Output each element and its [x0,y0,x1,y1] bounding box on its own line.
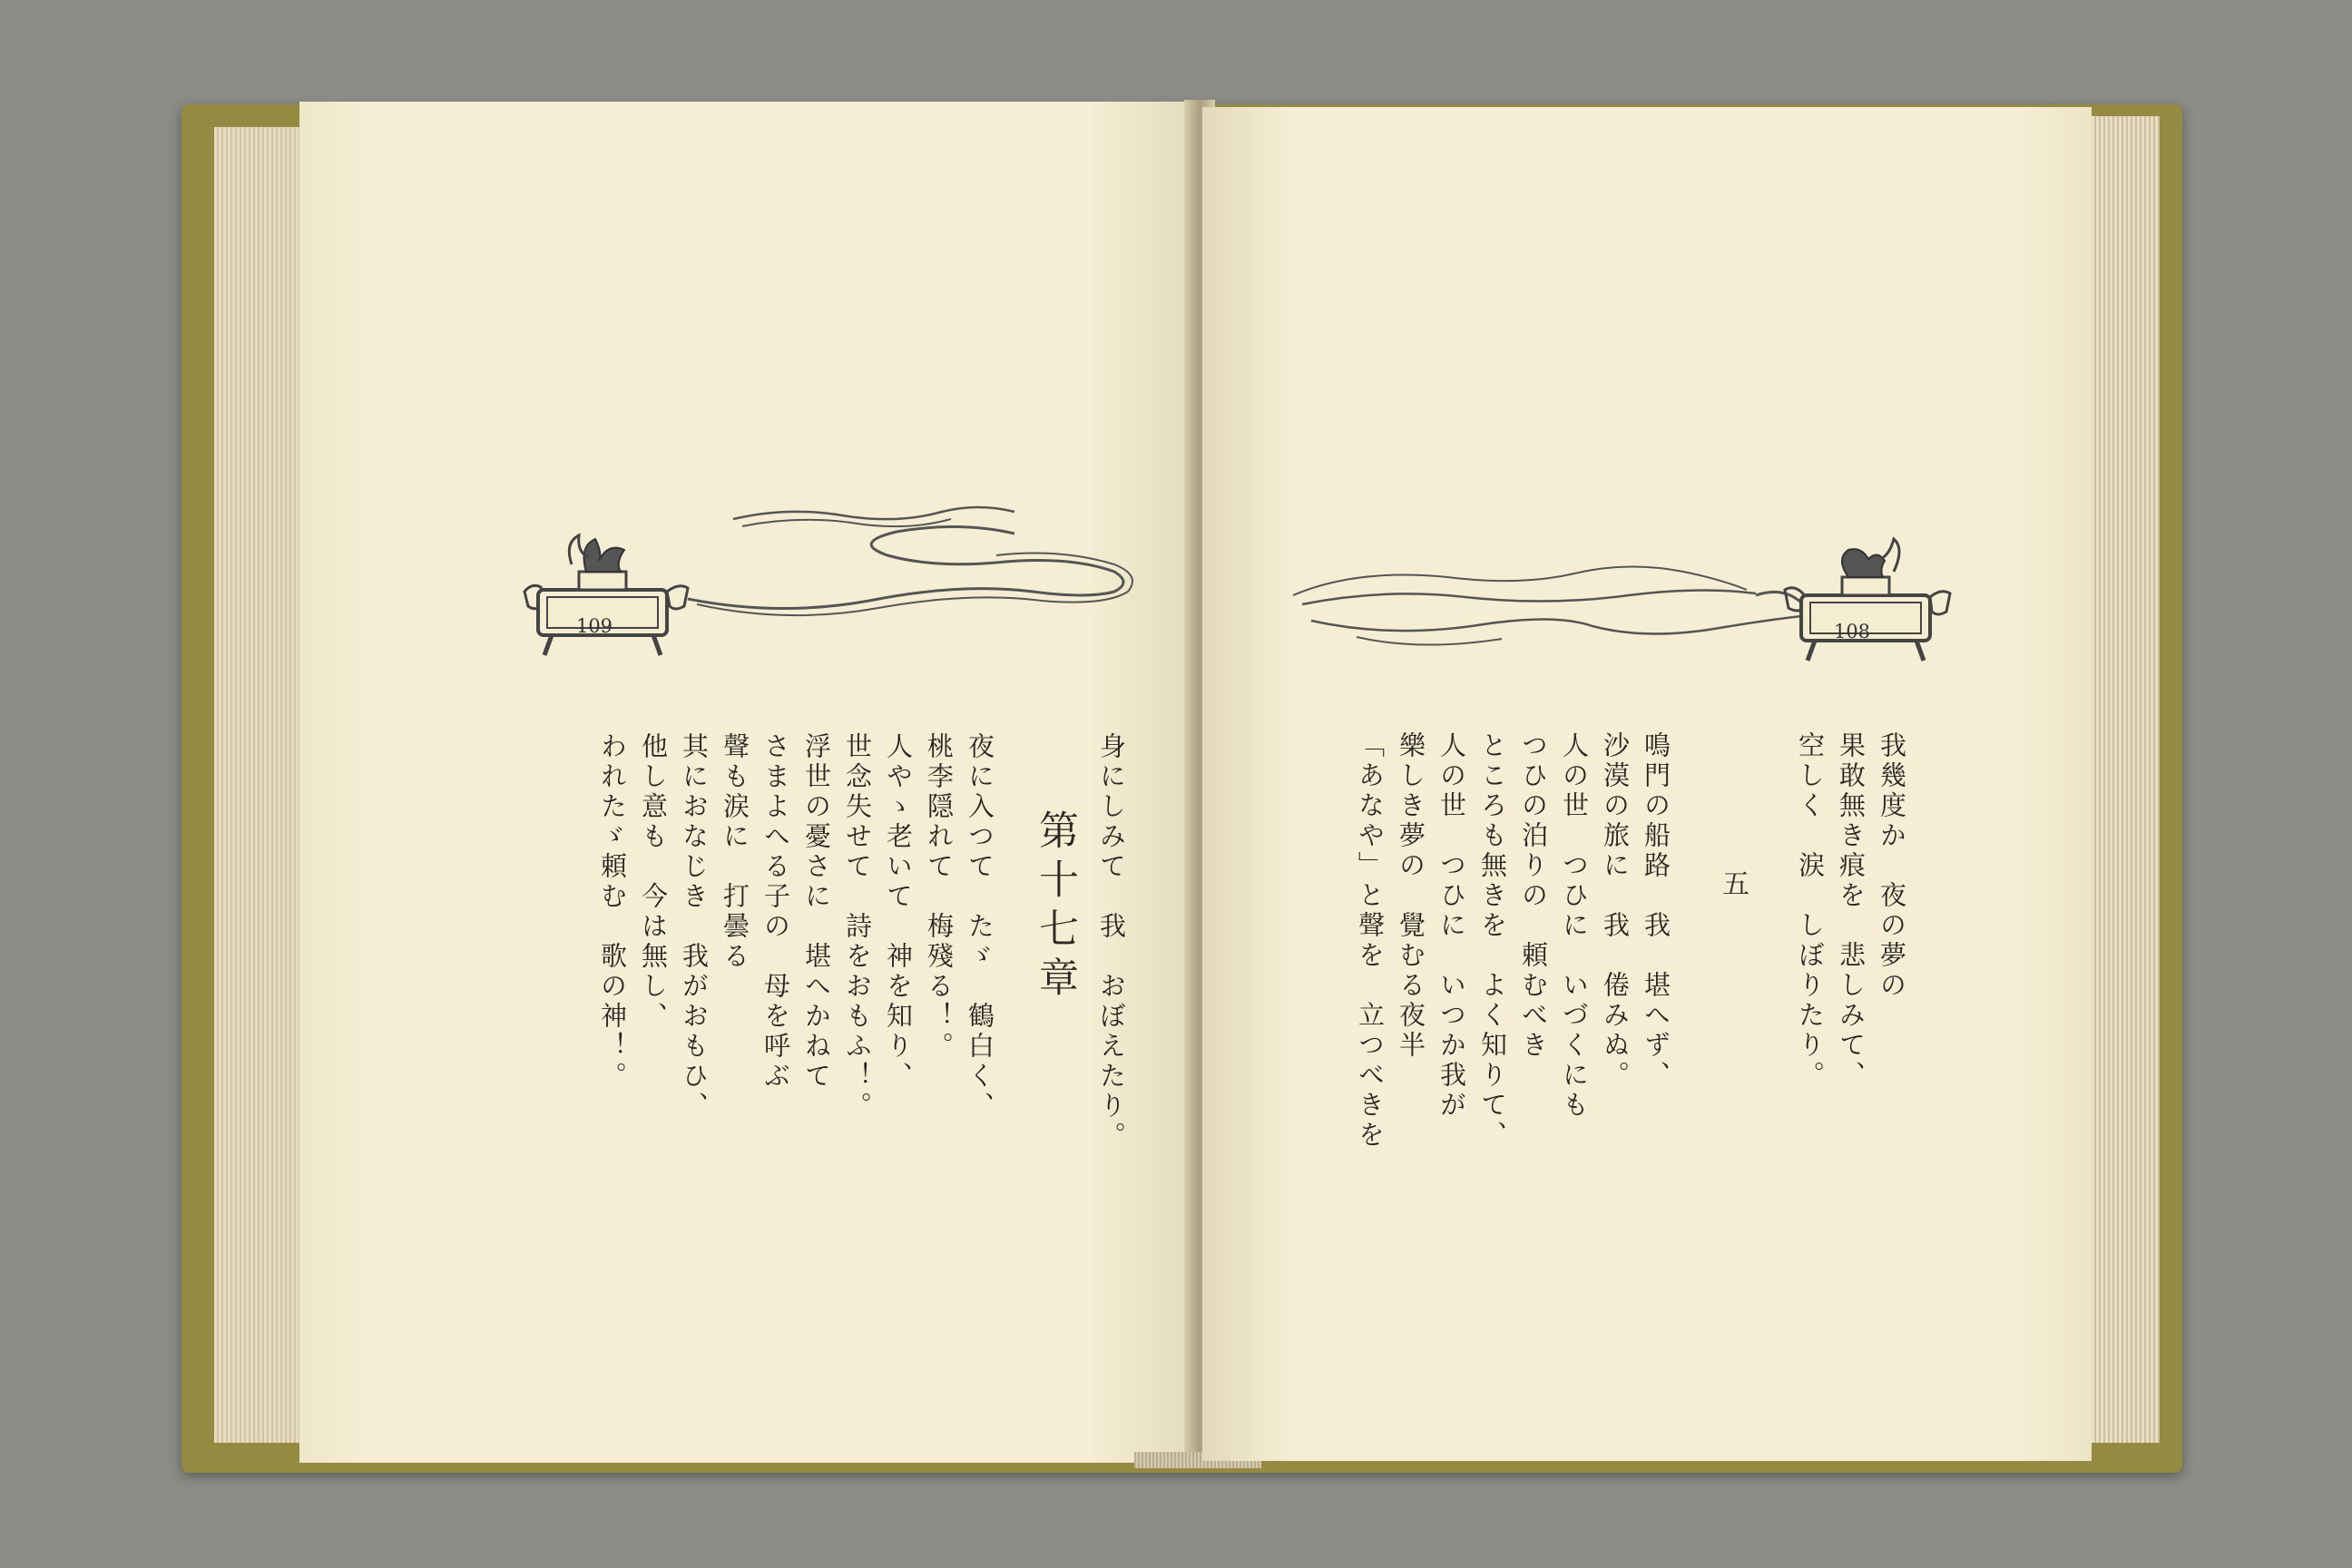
right-page [1202,107,2092,1461]
text-line: 桃李隠れて 梅殘る！。 [924,732,955,1062]
text-line: つひの泊りの 頼むべき [1518,731,1549,1061]
text-line: 身にしみて 我 おぼえたり。 [1096,732,1127,1152]
left-page [299,102,1193,1463]
text-line: 浮世の憂さに 堪へかねて [801,732,832,1092]
text-line: 果敢無き痕を 悲しみて、 [1836,731,1867,1091]
text-line: さまよへる子の 母を呼ぶ [760,732,791,1092]
text-line: 世念失せて 詩をおもふ！。 [842,732,873,1122]
text-line: 他し意も 今は無し、 [638,732,669,1032]
text-line: 人の世 つひに いつか我が [1436,731,1467,1121]
scroll-ornament-right [1248,459,1955,695]
text-line: 人やゝ老いて 神を知り、 [883,732,914,1092]
text-line: 夜に入つて たゞ 鶴白く、 [965,732,995,1122]
page-number: 109 [575,615,613,637]
text-line: 我幾度か 夜の夢の [1877,731,1907,1001]
text-line: 人の世 つひに いづくにも [1559,731,1590,1121]
text-line: 聲も涙に 打曇る [720,732,750,972]
section-number: 五 [1717,869,1749,897]
text-line: 「あなや」と聲を 立つべきを [1355,731,1386,1151]
text-line: ところも無きを よく知りて、 [1477,731,1508,1151]
text-line: 空しく 涙 しぼりたり。 [1795,731,1826,1091]
text-line: われたゞ頼む 歌の神！。 [597,732,628,1092]
text-line: 其におなじき 我がおもひ、 [679,732,710,1122]
text-line: 鳴門の船路 我 堪へず、 [1641,731,1671,1091]
page-number: 108 [1833,621,1871,642]
chapter-heading: 第十七章 [1032,809,1078,1005]
scroll-ornament-left [488,456,1178,691]
text-line: 沙漠の旅に 我 倦みぬ。 [1600,731,1631,1091]
text-line: 樂しき夢の 覺むる夜半 [1396,731,1426,1061]
